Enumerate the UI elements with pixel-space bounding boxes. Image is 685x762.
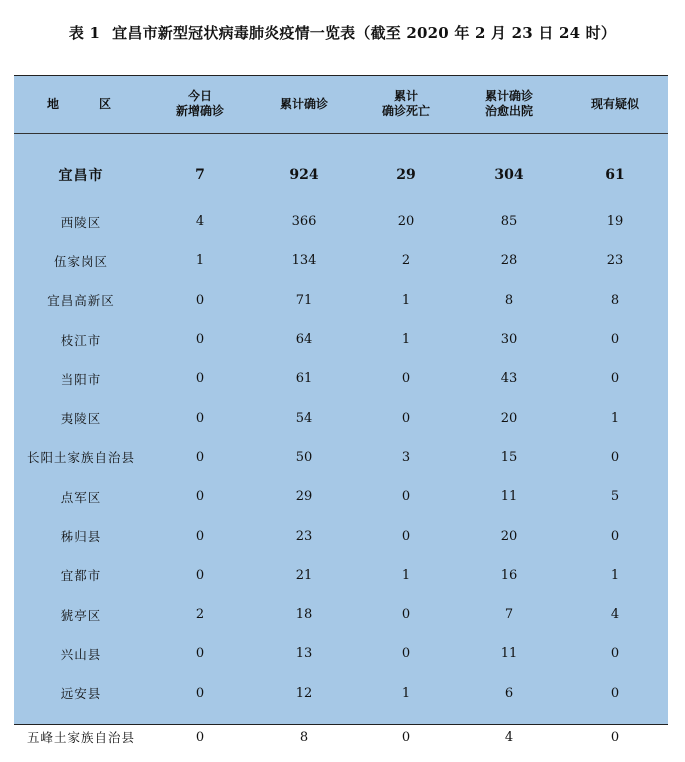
header-total-recovered: 累计确诊 治愈出院 [484,89,533,119]
table-row [14,438,668,477]
deaths-cell: 1 [401,685,411,701]
recovered-cell: 85 [500,214,518,230]
recovered-cell: 15 [500,449,518,465]
suspected-cell: 8 [610,292,620,308]
total-confirmed-cell: 13 [295,646,313,662]
region-cell: 当阳市 [60,371,102,387]
recovered-cell: 7 [504,607,514,623]
deaths-cell: 1 [401,332,411,348]
table-row [14,477,668,516]
header-total-confirmed: 累计确诊 [279,96,328,111]
total-confirmed-cell: 64 [295,332,313,348]
recovered-cell: 4 [504,729,514,745]
region-cell: 长阳土家族自治县 [26,450,135,466]
table-row [14,634,668,673]
suspected-cell: 5 [610,489,620,505]
suspected-cell: 0 [610,646,620,662]
deaths-cell: 0 [401,410,411,426]
deaths-cell: 2 [401,253,411,269]
suspected-cell: 0 [610,528,620,544]
total-confirmed-cell: 924 [289,166,319,183]
table-header-row [14,76,668,133]
epidemic-table [14,76,668,762]
region-cell: 兴山县 [60,646,102,662]
new-confirmed-cell: 0 [195,685,205,701]
new-confirmed-cell: 7 [195,166,205,183]
new-confirmed-cell: 0 [195,410,205,426]
epidemic-table-container [14,75,668,746]
deaths-cell: 3 [401,449,411,465]
new-confirmed-cell: 0 [195,371,205,387]
suspected-cell: 4 [610,607,620,623]
table-row [14,595,668,634]
region-cell: 伍家岗区 [53,253,108,269]
table-row [14,241,668,280]
suspected-cell: 0 [610,332,620,348]
recovered-cell: 20 [500,528,518,544]
suspected-cell: 1 [610,567,620,583]
table-row [14,202,668,241]
new-confirmed-cell: 0 [195,528,205,544]
recovered-cell: 11 [500,646,518,662]
suspected-cell: 19 [606,214,624,230]
new-confirmed-cell: 0 [195,729,205,745]
recovered-cell: 30 [500,332,518,348]
suspected-cell: 1 [610,410,620,426]
new-confirmed-cell: 0 [195,292,205,308]
new-confirmed-cell: 0 [195,449,205,465]
table-row [14,398,668,437]
header-total-deaths: 累计 确诊死亡 [381,89,430,119]
suspected-cell: 0 [610,449,620,465]
total-confirmed-cell: 366 [291,214,317,230]
total-confirmed-cell: 23 [295,528,313,544]
suspected-cell: 0 [610,371,620,387]
suspected-cell: 23 [606,253,624,269]
header-new-confirmed: 今日 新增确诊 [175,89,224,119]
table-row [14,516,668,555]
table-row-total [14,133,668,202]
new-confirmed-cell: 0 [195,567,205,583]
table-title-text: 宜昌市新型冠状病毒肺炎疫情一览表（截至 2020 年 2 月 23 日 24 时） [112,24,617,42]
table-row [14,674,668,713]
total-confirmed-cell: 18 [295,607,313,623]
table-row [14,556,668,595]
total-confirmed-cell: 50 [295,449,313,465]
total-confirmed-cell: 12 [295,685,313,701]
deaths-cell: 0 [401,528,411,544]
region-cell: 夷陵区 [60,411,102,427]
deaths-cell: 20 [397,214,415,230]
region-cell: 枝江市 [60,332,102,348]
recovered-cell: 8 [504,292,514,308]
region-cell: 远安县 [60,686,102,702]
new-confirmed-cell: 4 [195,214,205,230]
region-cell: 猇亭区 [60,607,102,623]
suspected-cell: 0 [610,685,620,701]
header-region: 地 区 [46,96,125,111]
new-confirmed-cell: 0 [195,332,205,348]
region-cell: 西陵区 [60,214,102,230]
table-body [14,133,668,762]
table-row [14,359,668,398]
deaths-cell: 0 [401,646,411,662]
region-cell: 五峰土家族自治县 [26,730,135,746]
new-confirmed-cell: 1 [195,253,205,269]
deaths-cell: 0 [401,607,411,623]
total-confirmed-cell: 29 [295,489,313,505]
suspected-cell: 0 [610,729,620,745]
header-current-suspected: 现有疑似 [590,96,639,111]
deaths-cell: 29 [396,166,416,183]
table-row [14,320,668,359]
recovered-cell: 20 [500,410,518,426]
table-row [14,281,668,320]
deaths-cell: 1 [401,567,411,583]
suspected-cell: 61 [605,166,625,183]
region-cell: 宜昌高新区 [47,293,115,309]
recovered-cell: 43 [500,371,518,387]
region-cell: 宜昌市 [58,167,104,184]
total-confirmed-cell: 8 [299,729,309,745]
deaths-cell: 0 [401,489,411,505]
recovered-cell: 28 [500,253,518,269]
new-confirmed-cell: 0 [195,646,205,662]
deaths-cell: 0 [401,729,411,745]
table-row [14,713,668,762]
deaths-cell: 1 [401,292,411,308]
new-confirmed-cell: 0 [195,489,205,505]
total-confirmed-cell: 134 [291,253,317,269]
total-confirmed-cell: 61 [295,371,313,387]
recovered-cell: 6 [504,685,514,701]
deaths-cell: 0 [401,371,411,387]
region-cell: 秭归县 [60,529,102,545]
region-cell: 宜都市 [60,568,102,584]
total-confirmed-cell: 21 [295,567,313,583]
total-confirmed-cell: 71 [295,292,313,308]
table-number: 表 1 [68,24,101,42]
recovered-cell: 11 [500,489,518,505]
recovered-cell: 16 [500,567,518,583]
table-title [0,22,685,43]
recovered-cell: 304 [494,166,524,183]
new-confirmed-cell: 2 [195,607,205,623]
total-confirmed-cell: 54 [295,410,313,426]
region-cell: 点军区 [60,489,102,505]
